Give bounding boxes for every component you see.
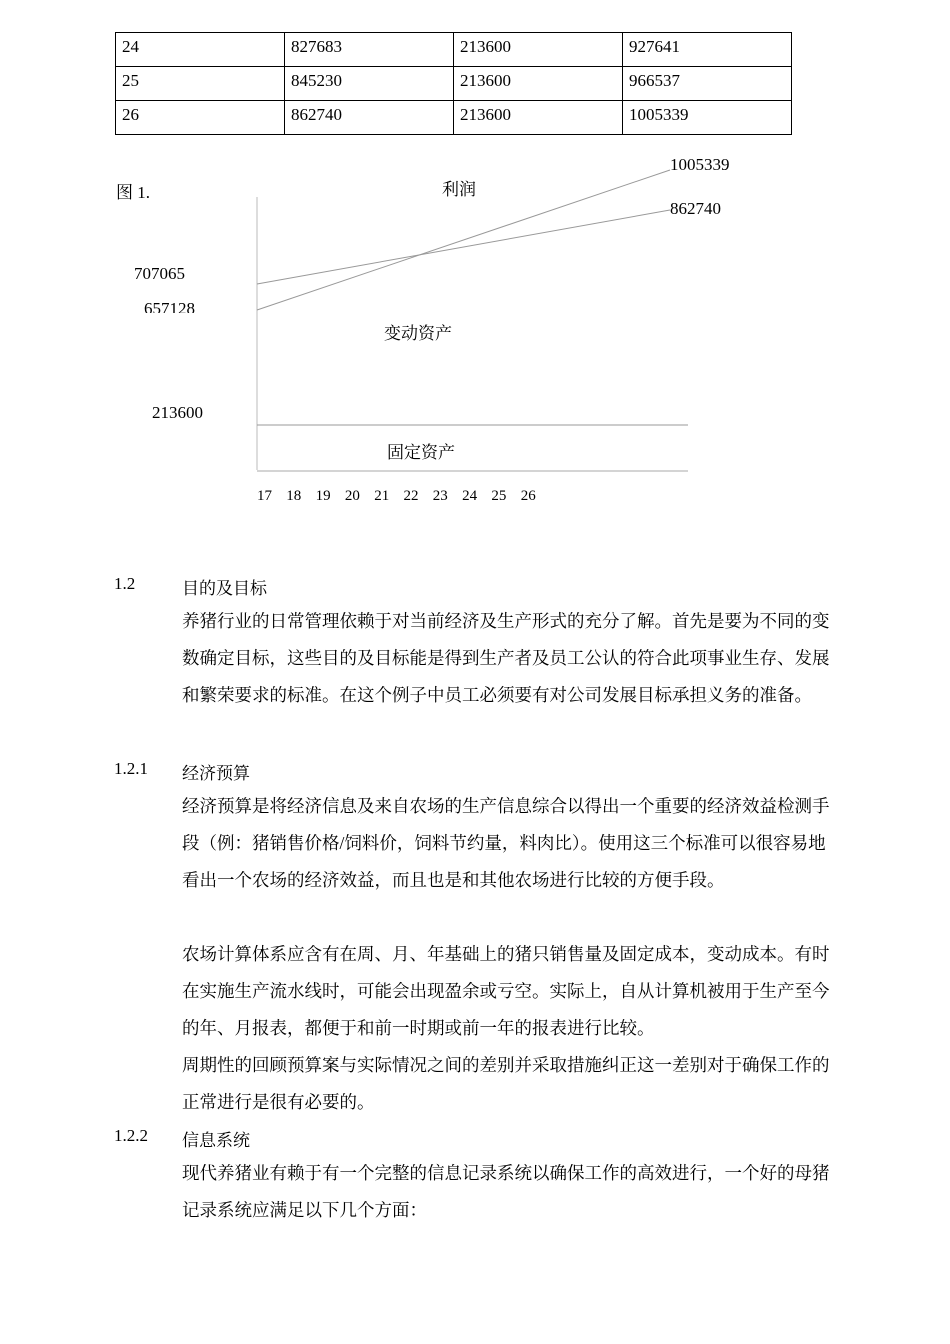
table-cell: 927641 (623, 33, 792, 67)
fixed-label: 固定资产 (387, 443, 455, 462)
start-label-a: 707065 (134, 264, 185, 283)
revenue-line (257, 170, 670, 310)
total-cost-line (257, 210, 670, 284)
table-cell: 845230 (285, 67, 454, 101)
table-cell: 24 (116, 33, 285, 67)
paragraph: 周期性的回顾预算案与实际情况之间的差别并采取措施纠正这一差别对于确保工作的正常进行是很有必要的。 (182, 1055, 830, 1112)
x-tick-label: 20 (344, 488, 360, 504)
section-title: 目的及目标 (182, 579, 267, 598)
paragraph: 养猪行业的日常管理依赖于对当前经济及生产形式的充分了解。首先是要为不同的变数确定目标，这些目的及目标能是得到生产者及员工公认的符合此项事业生存、发展和繁荣要求的标准。在这个例子中员工必须要有对公司发展目标承担义务的准备。 (182, 611, 830, 705)
fixed-value-label: 213600 (152, 403, 203, 422)
table-cell: 1005339 (623, 101, 792, 135)
x-tick-label: 26 (520, 488, 536, 504)
paragraph: 现代养猪业有赖于有一个完整的信息记录系统以确保工作的高效进行，一个好的母猪记录系统应满足以下几个方面： (182, 1163, 830, 1220)
table-cell: 862740 (285, 101, 454, 135)
paragraph: 经济预算是将经济信息及来自农场的生产信息综合以得出一个重要的经济效益检测手段（例：猪销售价格/饲料价，饲料节约量，料肉比）。使用这三个标准可以很容易地看出一个农场的经济效益，而且也是和其他农场进行比较的方便手段。 (182, 796, 830, 890)
x-tick-label: 24 (462, 488, 478, 504)
section-number: 1.2 (114, 574, 136, 593)
table-cell: 966537 (623, 67, 792, 101)
x-tick-label: 25 (491, 488, 507, 504)
start-label-b: 657128 (144, 301, 195, 313)
x-tick-label: 17 (257, 488, 272, 504)
end-label-mid: 862740 (670, 199, 721, 218)
variable-label: 变动资产 (384, 324, 452, 343)
table-cell: 213600 (454, 33, 623, 67)
paragraph: 农场计算体系应含有在周、月、年基础上的猪只销售量及固定成本，变动成本。有时在实施生产流水线时，可能会出现盈余或亏空。实际上，自从计算机被用于生产至今的年、月报表，都便于和前一时期或前一年的报表进行比较。 (182, 944, 830, 1038)
table-cell: 25 (116, 67, 285, 101)
figure-label: 图 1. (116, 183, 150, 202)
section-number: 1.2.1 (114, 759, 148, 778)
x-tick-label: 19 (315, 488, 331, 504)
table-cell: 213600 (454, 101, 623, 135)
break-even-chart (0, 0, 950, 520)
x-tick-label: 18 (286, 488, 302, 504)
table-cell: 26 (116, 101, 285, 135)
table-cell: 827683 (285, 33, 454, 67)
section-number: 1.2.2 (114, 1126, 148, 1145)
x-tick-label: 21 (374, 488, 390, 504)
x-tick-label: 23 (432, 488, 448, 504)
section-title: 信息系统 (182, 1131, 250, 1150)
table-cell: 213600 (454, 67, 623, 101)
end-label-top: 1005339 (670, 155, 730, 174)
section-title: 经济预算 (182, 764, 250, 783)
profit-label: 利润 (442, 180, 476, 199)
x-tick-label: 22 (403, 488, 419, 504)
